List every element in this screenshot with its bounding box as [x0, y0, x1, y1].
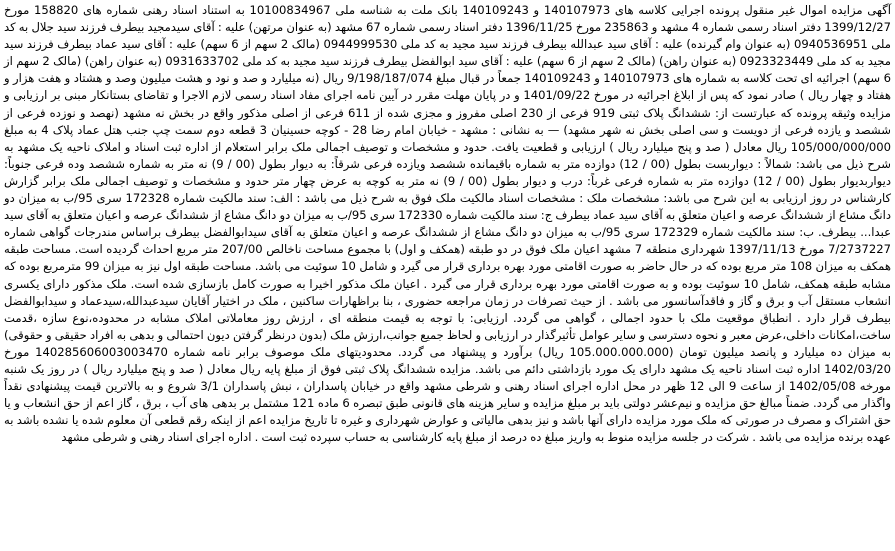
auction-notice-text: آگهی مزایده اموال غیر منقول پرونده اجرایی کلاسه های 140107973 و 140109243 بانک ملت به شناسه ملی 10100834967 به استناد اسناد رهنی شماره های 158820 مورخ 1399/12/27 دفتر اسناد رسمی شماره 4 مشهد و 235863 مورخ 1396/11/25 دفتر اسناد رسمی شماره 67 مشهد (به عنوان مرتهن) علیه : آقای سیدمجید بیطرف فرزند سید جلال به کد ملی 0940536951 (به عنوان وام گیرنده) علیه : آقای سید عبدالله بیطرف فرزند سید مجید به کد ملی 0944999530 (مالک 2 سهم از 6 سهم) علیه : آقای سید عماد بیطرف فرزند سید مجید به کد ملی 0923323449 (به عنوان راهن) (مالک 2 سهم از 6 سهم) علیه : آقای سید ابوالفضل بیطرف فرزند سید مجید به کد ملی 0931633702 (به عنوان راهن) (مالک 2 سهم از 6 سهم) اجرائیه ای تحت کلاسه به شماره های 140107973 و 140109243 جمعاً در قبال مبلغ 9/198/187/074 ریال (نه میلیارد و صد و نود و هشت میلیون وصد و هشتاد و هفت هزار و هفتاد و چهار ریال ) صادر نمود که پس از ابلاغ اجرائیه در مورخ 1401/09/22 و در پایان مهلت مقرر در آیین نامه اجرای مفاد اسناد رسمی لازم الاجرا و تقاضای بستانکار مبنی بر ارزیابی و مزایده وثیقه پرونده که عبارتست از: ششدانگ پلاک ثبتی 919 فرعی از 230 اصلی مفروز و مجزی شده از 611 فرعی از اصلی مذکور واقع در بخش نه مشهد (نهصد و نوزده فرعی از ششصد و یازده فرعی از دویست و سی اصلی بخش نه شهر مشهد) — به نشانی : مشهد - خیابان امام رضا 28 - کوچه حسینیان 3 قطعه دوم سمت چپ جنب هتل عماد پلاک 4 به مبلغ 105/000/000/000 ریال معادل ( صد و پنج میلیارد ریال ) ارزیابی و قطعیت یافت. حدود و مشخصات و توصیف اجمالی ملک برابر استعلام از اداره ثبت اسناد و املاک ناحیه یک مشهد به شرح ذیل می باشد: شمالاً : دیواربست بطول (00 / 12) دوازده متر به شماره باقیمانده ششصد ویازده فرعی شرقاً: به دیوار بطول (00 / 9) نه متر به شماره ششصد وده فرعی جنوباً: دیواربدیوار بطول (00 / 12) دوازده متر به شماره فرعی غرباً: درب و دیوار بطول (00 / 9) نه متر به کوچه به عرض چهار متر حدود و مشخصات و توصیف اجمالی ملک برابر گزارش کارشناس در روز ارزیابی به این شرح می باشد: مشخصات ملک : مشخصات اسناد مالکیت ملک فوق به شرح ذیل می باشد : الف: سند مالکیت شماره 172328 سری 95/ب به میزان دو دانگ مشاع از ششدانگ عرصه و اعیان متعلق به آقای سید عماد بیطرف ج: سند مالکیت شماره 172330 سری 95/ب به میزان دو دانگ مشاع از ششدانگ عرصه و اعیان متعلق به آقای سید عبدا... بیطرف. ب: سند مالکیت شماره 172329 سری 95/ب به میزان دو دانگ مشاع از ششدانگ عرصه و اعیان متعلق به آقای سیدابوالفضل بیطرف براساس مندرجات گواهی شماره 7/2737227 مورخ 1397/11/13 شهرداری منطقه 7 مشهد اعیان ملک فوق در دو طبقه (همکف و اول) با مجموع مساحت ناخالص 207/00 متر مربع احداث گردیده است. مساحت طبقه همکف به میزان 108 متر مربع بوده که در حال حاضر به صورت اقامتی مورد بهره برداری قرار می گیرد و شامل 10 سوئیت می باشد. مساحت طبقه اول نیز به میزان 99 مترمربع بوده که مشابه طبقه همکف، شامل 10 سوئیت بوده و به صورت اقامتی مورد بهره برداری قرار می گیرد . اعیان ملک مذکور اخیرا به صورت کامل بازسازی شده است. ملک مذکور دارای یکسری انشعاب مستقل آب و برق و گاز و فاقدآسانسور می باشد . از حیث تصرفات در زمان مراجعه حضوری ، بنا براظهارات ساکنین ، ملک در اختیار آقایان سیدعبدالله،سیدعماد و سیدابوالفضل بیطرف قرار دارد . انطباق موقعیت ملک با حدود اجمالی ، گواهی می گردد. ارزیابی: با توجه به قیمت منطقه ای ، ارزش روز معاملاتی املاک مشابه در محدوده،نوع سازه ،قدمت ساخت،امکانات داخلی،عرض معبر و نحوه دسترسی و سایر عوامل تأثیرگذار در ارزیابی و لحاظ جمیع جوانب،ارزش ملک (بدون درنظر گرفتن دیون احتمالی و بدهی به افراد حقیقی و حقوقی) به میزان ده میلیارد و پانصد میلیون تومان (105.000.000.000 ریال) برآورد و پیشنهاد می گردد. محدودیتهای ملک موصوف برابر نامه شماره 140285606003003470 مورخ 1402/03/20 اداره ثبت اسناد ناحیه یک مشهد دارای یک مورد بازداشتی دائم می باشد. مزایده ششدانگ پلاک ثبتی فوق از مبلغ پایه ریال معادل ( صد و پنج میلیارد ریال ) در روز یک شنبه مورخه 1402/05/08 از ساعت 9 الی 12 ظهر در محل اداره اجرای اسناد رهنی و شرطی مشهد واقع در خیابان پاسداران ، نبش پاسداران 3/1 شروع و به بالاترین قیمت پیشنهادی نقداً واگذار می گردد. ضمناً مبالغ حق مزایده و نیم‌عشر دولتی باید بر مبلغ مزایده و سایر هزینه های قانونی طبق تبصره 6 ماده 121 مشتمل بر بدهی های آب ، برق ، گاز اعم از حق انشعاب و یا حق اشتراک و مصرف در صورتی که ملک مورد مزایده دارای آنها باشد و نیز بدهی مالیاتی و عوارض شهرداری و غیره تا تاریخ مزایده اعم از اینکه رقم قطعی آن معلوم شده یا نشده باشد به عهده برنده مزایده می باشد . شرکت در جلسه مزایده منوط به واریز مبلغ ده درصد از مبلغ پایه کارشناسی به حساب سپرده ثبت است . اداره اجرای اسناد رهنی و شرطی مشهد [4, 3, 892, 445]
